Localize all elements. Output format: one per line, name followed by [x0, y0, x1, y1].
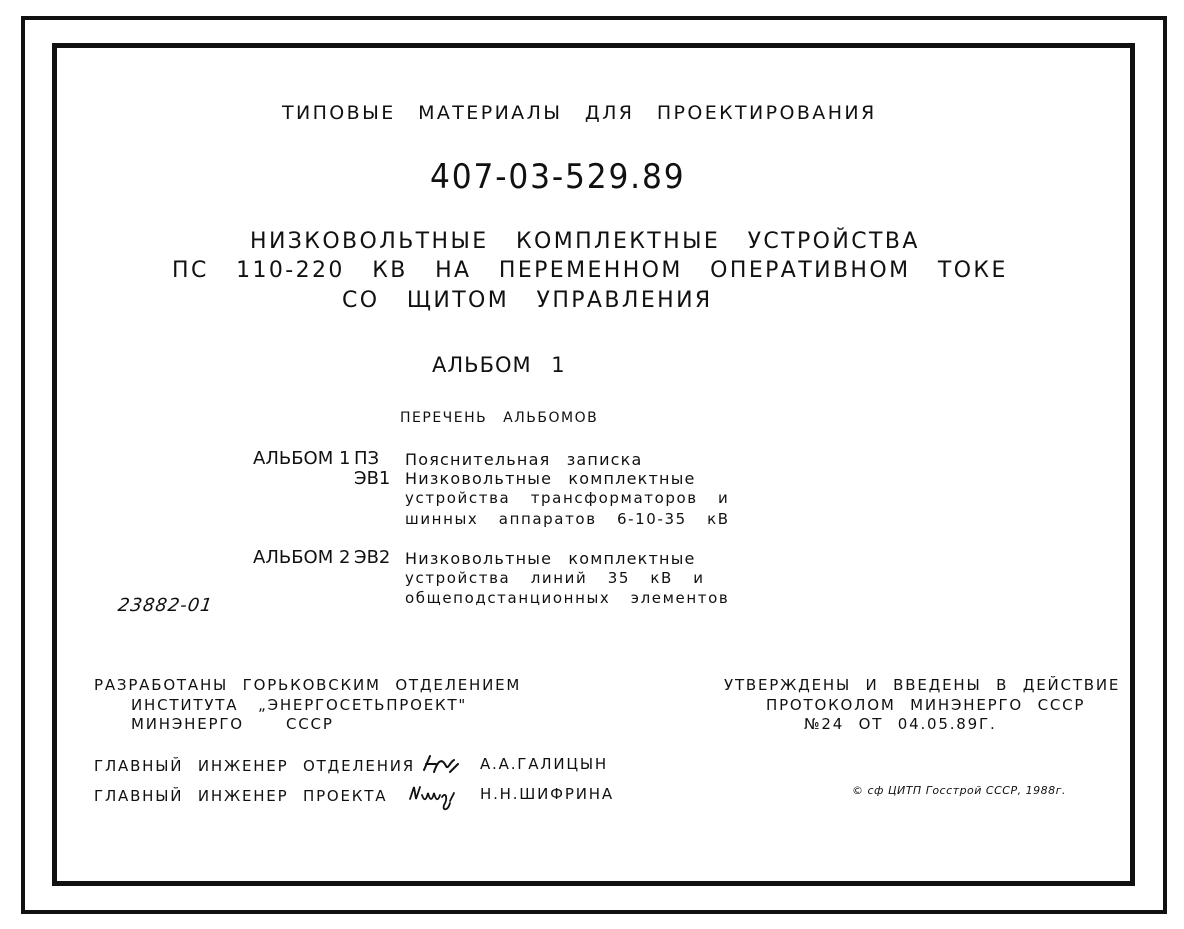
entry-ev1-line-3: шинных аппаратов 6-10-35 кВ: [405, 510, 730, 528]
entry-ev2-line-2: устройства линий 35 кВ и: [405, 569, 705, 587]
entry-code-pz: ПЗ: [354, 448, 380, 469]
developer-line-1: РАЗРАБОТАНЫ ГОРЬКОВСКИМ ОТДЕЛЕНИЕМ: [94, 676, 522, 694]
album-list-title: ПЕРЕЧЕНЬ АЛЬБОМОВ: [400, 410, 599, 426]
subject-line-2: ПС 110-220 КВ НА ПЕРЕМЕННОМ ОПЕРАТИВНОМ ТОКЕ: [172, 258, 1008, 283]
approval-line-1: УТВЕРЖДЕНЫ И ВВЕДЕНЫ В ДЕЙСТВИЕ: [724, 676, 1121, 694]
entry-ev2-line-1: Низковольтные комплектные: [405, 549, 696, 568]
developer-line-2b: „ЭНЕРГОСЕТЬПРОЕКТ": [258, 696, 468, 714]
subject-line-1: НИЗКОВОЛЬТНЫЕ КОМПЛЕКТНЫЕ УСТРОЙСТВА: [250, 229, 920, 254]
signature-name-2: Н.Н.ШИФРИНА: [480, 785, 614, 803]
developer-line-2a: ИНСТИТУТА: [131, 696, 239, 714]
entry-ev1-line-2: устройства трансформаторов и: [405, 489, 730, 507]
series-title: ТИПОВЫЕ МАТЕРИАЛЫ ДЛЯ ПРОЕКТИРОВАНИЯ: [282, 102, 877, 124]
copyright-note: © сф ЦИТП Госстрой СССР, 1988г.: [852, 784, 1066, 797]
signature-role-1: ГЛАВНЫЙ ИНЖЕНЕР ОТДЕЛЕНИЯ: [94, 757, 416, 775]
signature-role-2: ГЛАВНЫЙ ИНЖЕНЕР ПРОЕКТА: [94, 787, 388, 805]
album-1-label: АЛЬБОМ 1: [253, 448, 351, 469]
approval-line-3: №24 ОТ 04.05.89Г.: [804, 715, 997, 733]
subject-line-3: СО ЩИТОМ УПРАВЛЕНИЯ: [342, 288, 713, 313]
album-title: АЛЬБОМ 1: [432, 353, 566, 377]
entry-pz-line-1: Пояснительная записка: [405, 450, 643, 469]
approval-line-2: ПРОТОКОЛОМ МИНЭНЕРГО СССР: [766, 696, 1086, 714]
entry-code-ev1: ЭВ1: [354, 468, 391, 489]
handwritten-signature-2: [408, 781, 456, 815]
developer-line-3b: СССР: [286, 715, 334, 733]
album-2-label: АЛЬБОМ 2: [253, 547, 351, 568]
entry-ev1-line-1: Низковольтные комплектные: [405, 469, 696, 488]
entry-ev2-line-3: общеподстанционных элементов: [405, 589, 730, 607]
signature-name-1: А.А.ГАЛИЦЫН: [480, 755, 608, 773]
handwritten-signature-1: [420, 750, 462, 778]
entry-code-ev2: ЭВ2: [354, 547, 391, 568]
inventory-number: 23882-01: [116, 595, 215, 616]
developer-line-3a: МИНЭНЕРГО: [131, 715, 244, 733]
document-code: 407-03-529.89: [430, 157, 686, 197]
